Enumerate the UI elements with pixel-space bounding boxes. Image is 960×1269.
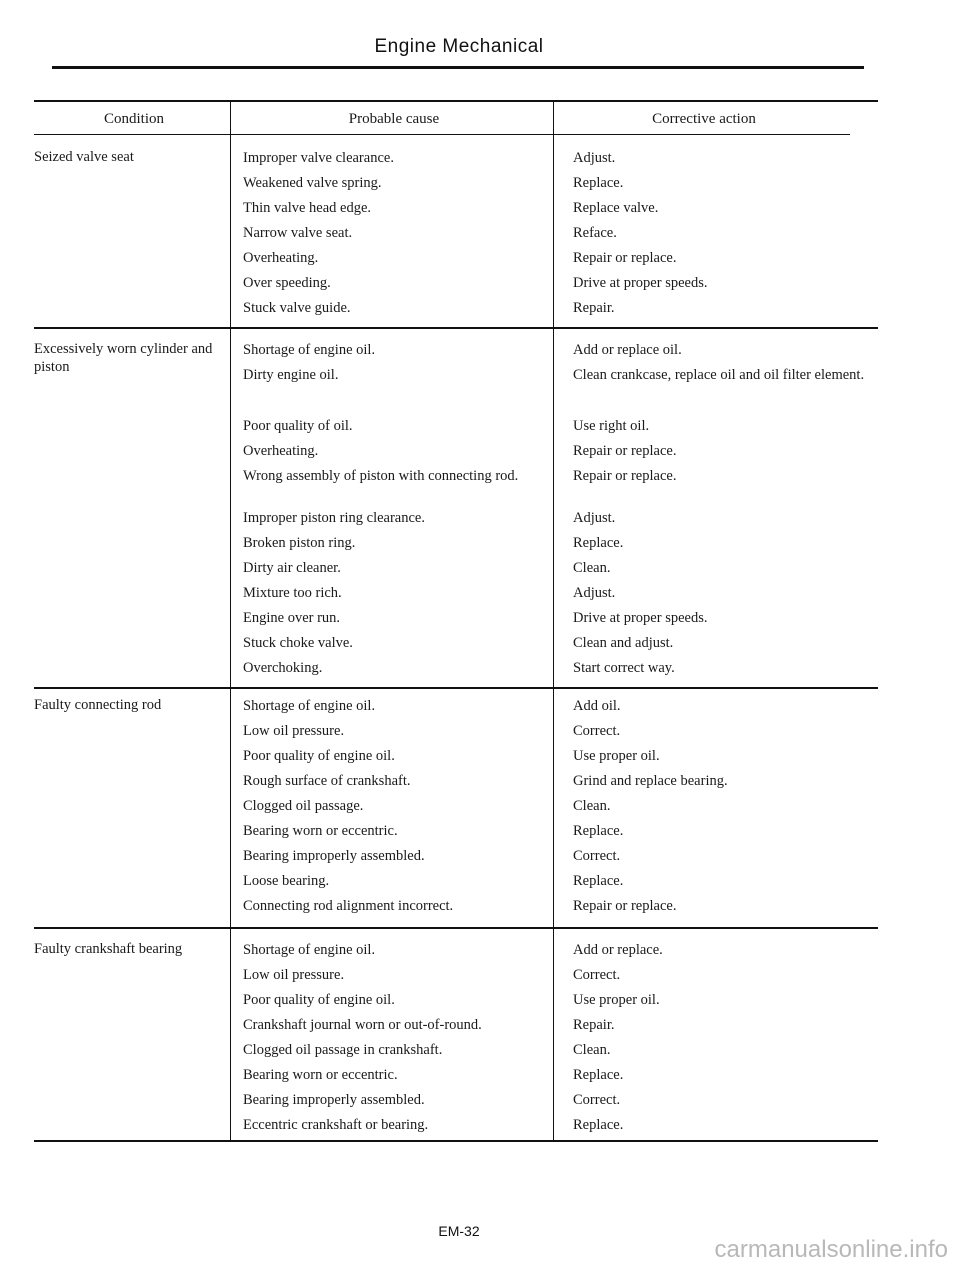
probable-cause-item: Overchoking.: [243, 660, 323, 676]
probable-cause-item: Overheating.: [243, 443, 319, 459]
group-divider-rule: [34, 1140, 878, 1142]
corrective-action-item: Clean.: [573, 798, 611, 814]
probable-cause-item: Poor quality of oil.: [243, 418, 353, 434]
group-divider-rule: [34, 927, 878, 929]
corrective-action-item: Clean and adjust.: [573, 635, 674, 651]
corrective-action-item: Repair.: [573, 300, 615, 316]
group-divider-rule: [34, 327, 878, 329]
probable-cause-item: Poor quality of engine oil.: [243, 748, 395, 764]
corrective-action-item: Use right oil.: [573, 418, 650, 434]
probable-cause-item: Clogged oil passage in crankshaft.: [243, 1042, 443, 1058]
corrective-action-item: Repair or replace.: [573, 898, 677, 914]
watermark: carmanualsonline.info: [714, 1236, 948, 1263]
probable-cause-item: Shortage of engine oil.: [243, 942, 376, 958]
probable-cause-item: Clogged oil passage.: [243, 798, 364, 814]
probable-cause-item: Over speeding.: [243, 275, 331, 291]
probable-cause-item: Rough surface of crankshaft.: [243, 773, 411, 789]
probable-cause-item: Improper piston ring clearance.: [243, 510, 425, 526]
corrective-action-item: Replace.: [573, 873, 624, 889]
condition-cell: Faulty connecting rod: [34, 697, 162, 713]
probable-cause-item: Shortage of engine oil.: [243, 342, 376, 358]
probable-cause-item: Bearing worn or eccentric.: [243, 1067, 398, 1083]
corrective-action-item: Replace.: [573, 175, 624, 191]
probable-cause-item: Engine over run.: [243, 610, 341, 626]
corrective-action-item: Repair or replace.: [573, 250, 677, 266]
corrective-action-item: Drive at proper speeds.: [573, 275, 708, 291]
header-rule: [34, 134, 850, 135]
corrective-action-item: Repair or replace.: [573, 443, 677, 459]
corrective-action-item: Adjust.: [573, 150, 616, 166]
condition-cell: Faulty crankshaft bearing: [34, 941, 183, 957]
probable-cause-item: Dirty engine oil.: [243, 367, 339, 383]
corrective-action-item: Replace.: [573, 535, 624, 551]
corrective-action-item: Clean.: [573, 560, 611, 576]
probable-cause-item: Poor quality of engine oil.: [243, 992, 395, 1008]
corrective-action-item: Adjust.: [573, 510, 616, 526]
probable-cause-item: Mixture too rich.: [243, 585, 342, 601]
corrective-action-item: Use proper oil.: [573, 992, 660, 1008]
corrective-action-item: Correct.: [573, 967, 621, 983]
corrective-action-item: Repair or replace.: [573, 468, 677, 484]
header-condition: Condition: [103, 111, 164, 127]
page-number: EM-32: [438, 1223, 480, 1239]
table-top-rule: [34, 100, 878, 102]
probable-cause-item: Broken piston ring.: [243, 535, 356, 551]
probable-cause-item: Loose bearing.: [243, 873, 330, 889]
probable-cause-item: Bearing improperly assembled.: [243, 1092, 425, 1108]
probable-cause-item: Shortage of engine oil.: [243, 698, 376, 714]
probable-cause-item: Eccentric crankshaft or bearing.: [243, 1117, 429, 1133]
corrective-action-item: Correct.: [573, 1092, 621, 1108]
corrective-action-item: Add or replace.: [573, 942, 663, 958]
probable-cause-item: Thin valve head edge.: [243, 200, 372, 216]
probable-cause-item: Bearing improperly assembled.: [243, 848, 425, 864]
corrective-action-item: Correct.: [573, 723, 621, 739]
probable-cause-item: Improper valve clearance.: [243, 150, 394, 166]
corrective-action-item: Start correct way.: [573, 660, 675, 676]
corrective-action-item: Add oil.: [573, 698, 621, 714]
condition-cell: Seized valve seat: [34, 149, 134, 165]
corrective-action-item: Replace.: [573, 1117, 624, 1133]
probable-cause-item: Dirty air cleaner.: [243, 560, 341, 576]
column-divider-2: [553, 100, 554, 1140]
probable-cause-item: Wrong assembly of piston with connecting rod.: [243, 468, 519, 484]
corrective-action-item: Replace valve.: [573, 200, 659, 216]
probable-cause-item: Weakened valve spring.: [243, 175, 382, 191]
probable-cause-item: Crankshaft journal worn or out-of-round.: [243, 1017, 482, 1033]
header-probable-cause: Probable cause: [348, 111, 440, 127]
corrective-action-item: Replace.: [573, 1067, 624, 1083]
corrective-action-item: Repair.: [573, 1017, 615, 1033]
corrective-action-item: Use proper oil.: [573, 748, 660, 764]
corrective-action-item: Clean crankcase, replace oil and oil filter element.: [573, 367, 865, 383]
probable-cause-item: Stuck valve guide.: [243, 300, 351, 316]
column-divider-1: [230, 100, 231, 1140]
probable-cause-item: Overheating.: [243, 250, 319, 266]
corrective-action-item: Grind and replace bearing.: [573, 773, 728, 789]
probable-cause-item: Low oil pressure.: [243, 723, 345, 739]
title-rule: [52, 66, 864, 69]
probable-cause-item: Stuck choke valve.: [243, 635, 353, 651]
probable-cause-item: Narrow valve seat.: [243, 225, 353, 241]
corrective-action-item: Reface.: [573, 225, 617, 241]
corrective-action-item: Correct.: [573, 848, 621, 864]
group-divider-rule: [34, 687, 878, 689]
condition-cell: Excessively worn cylinder and piston: [34, 341, 213, 375]
corrective-action-item: Drive at proper speeds.: [573, 610, 708, 626]
probable-cause-item: Connecting rod alignment incorrect.: [243, 898, 454, 914]
probable-cause-item: Low oil pressure.: [243, 967, 345, 983]
corrective-action-item: Clean.: [573, 1042, 611, 1058]
corrective-action-item: Adjust.: [573, 585, 616, 601]
probable-cause-item: Bearing worn or eccentric.: [243, 823, 398, 839]
page-title: Engine Mechanical: [374, 36, 544, 57]
corrective-action-item: Replace.: [573, 823, 624, 839]
corrective-action-item: Add or replace oil.: [573, 342, 682, 358]
header-corrective-action: Corrective action: [652, 111, 756, 127]
